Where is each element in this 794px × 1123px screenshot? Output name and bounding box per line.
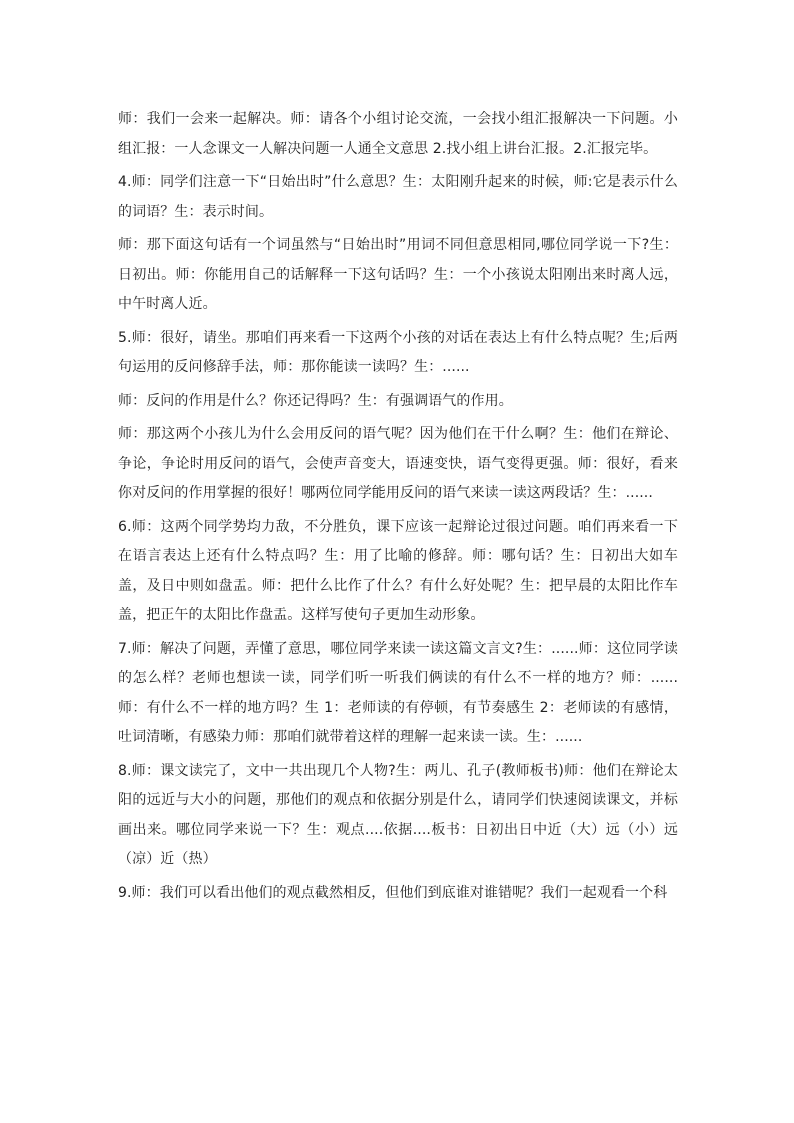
paragraph-debate-tone: 师：那这两个小孩儿为什么会用反问的语气呢？因为他们在干什么啊？生：他们在辩论、争论，争论时用反问的语气，会使声音变大，语速变快，语气变得更强。师：很好，看来你对反问的作用掌握的很好！哪两位同学能用反问的语气来读一读这两段话？生：...... bbox=[118, 426, 678, 501]
paragraph-rhetorical-question-role: 师：反问的作用是什么？你还记得吗？生：有强调语气的作用。 bbox=[118, 392, 513, 409]
paragraph-5-dialogue-features: 5.师：很好，请坐。那咱们再来看一下这两个小孩的对话在表达上有什么特点呢？生;后两句运用的反问修辞手法，师：那你能读一读吗？生：...... bbox=[118, 329, 678, 375]
paragraph-6-metaphor: 6.师：这两个同学势均力敌，不分胜负，课下应该一起辩论过很过问题。咱们再来看一下在语言表达上还有什么特点吗？生：用了比喻的修辞。师：哪句话？生：日初出大如车盖，及日中则如盘盂。师：把什么比作了什么？有什么好处呢？生：把早晨的太阳比作车盖，把正午的太阳比作盘盂。这样写使句子更加生动形象。 bbox=[118, 518, 678, 623]
document-body bbox=[118, 105, 678, 908]
paragraph-richuchu: 师：那下面这句话有一个词虽然与“日始出时”用词不同但意思相同,哪位同学说一下?生：日初出。师：你能用自己的话解释一下这句话吗？生：一个小孩说太阳刚出来时离人远，中午时离人近。 bbox=[118, 237, 678, 312]
paragraph-7-reading: 7.师：解决了问题，弄懂了意思，哪位同学来读一读这篇文言文?生：......师：这位同学读的怎么样？老师也想读一读，同学们听一听我们俩读的有什么不一样的地方？师：......师：有什么不一样的地方吗？生 1：老师读的有停顿，有节奏感生 2：老师读的有感情，吐词清晰，有感染力师：那咱们就带着这样的理解一起来读一读。生：...... bbox=[118, 640, 678, 745]
paragraph-group-report: 师：我们一会来一起解决。师：请各个小组讨论交流，一会找小组汇报解决一下问题。小组汇报：一人念课文一人解决问题一人通全文意思 2.找小组上讲台汇报。2.汇报完毕。 bbox=[118, 111, 678, 157]
paragraph-9-conclusion: 9.师：我们可以看出他们的观点截然相反，但他们到底谁对谁错呢？我们一起观看一个科 bbox=[118, 884, 668, 901]
paragraph-4-rishi-meaning: 4.师：同学们注意一下“日始出时”什么意思？生：太阳刚升起来的时候，师:它是表示什么的词语？生：表示时间。 bbox=[118, 174, 678, 220]
paragraph-8-characters: 8.师：课文读完了，文中一共出现几个人物?生：两儿、孔子(教师板书)师：他们在辩论太阳的远近与大小的问题，那他们的观点和依据分别是什么，请同学们快速阅读课文，并标画出来。哪位同学来说一下？生：观点....依据....板书：日初出日中近（大）远（小）远（凉）近（热） bbox=[118, 762, 678, 867]
